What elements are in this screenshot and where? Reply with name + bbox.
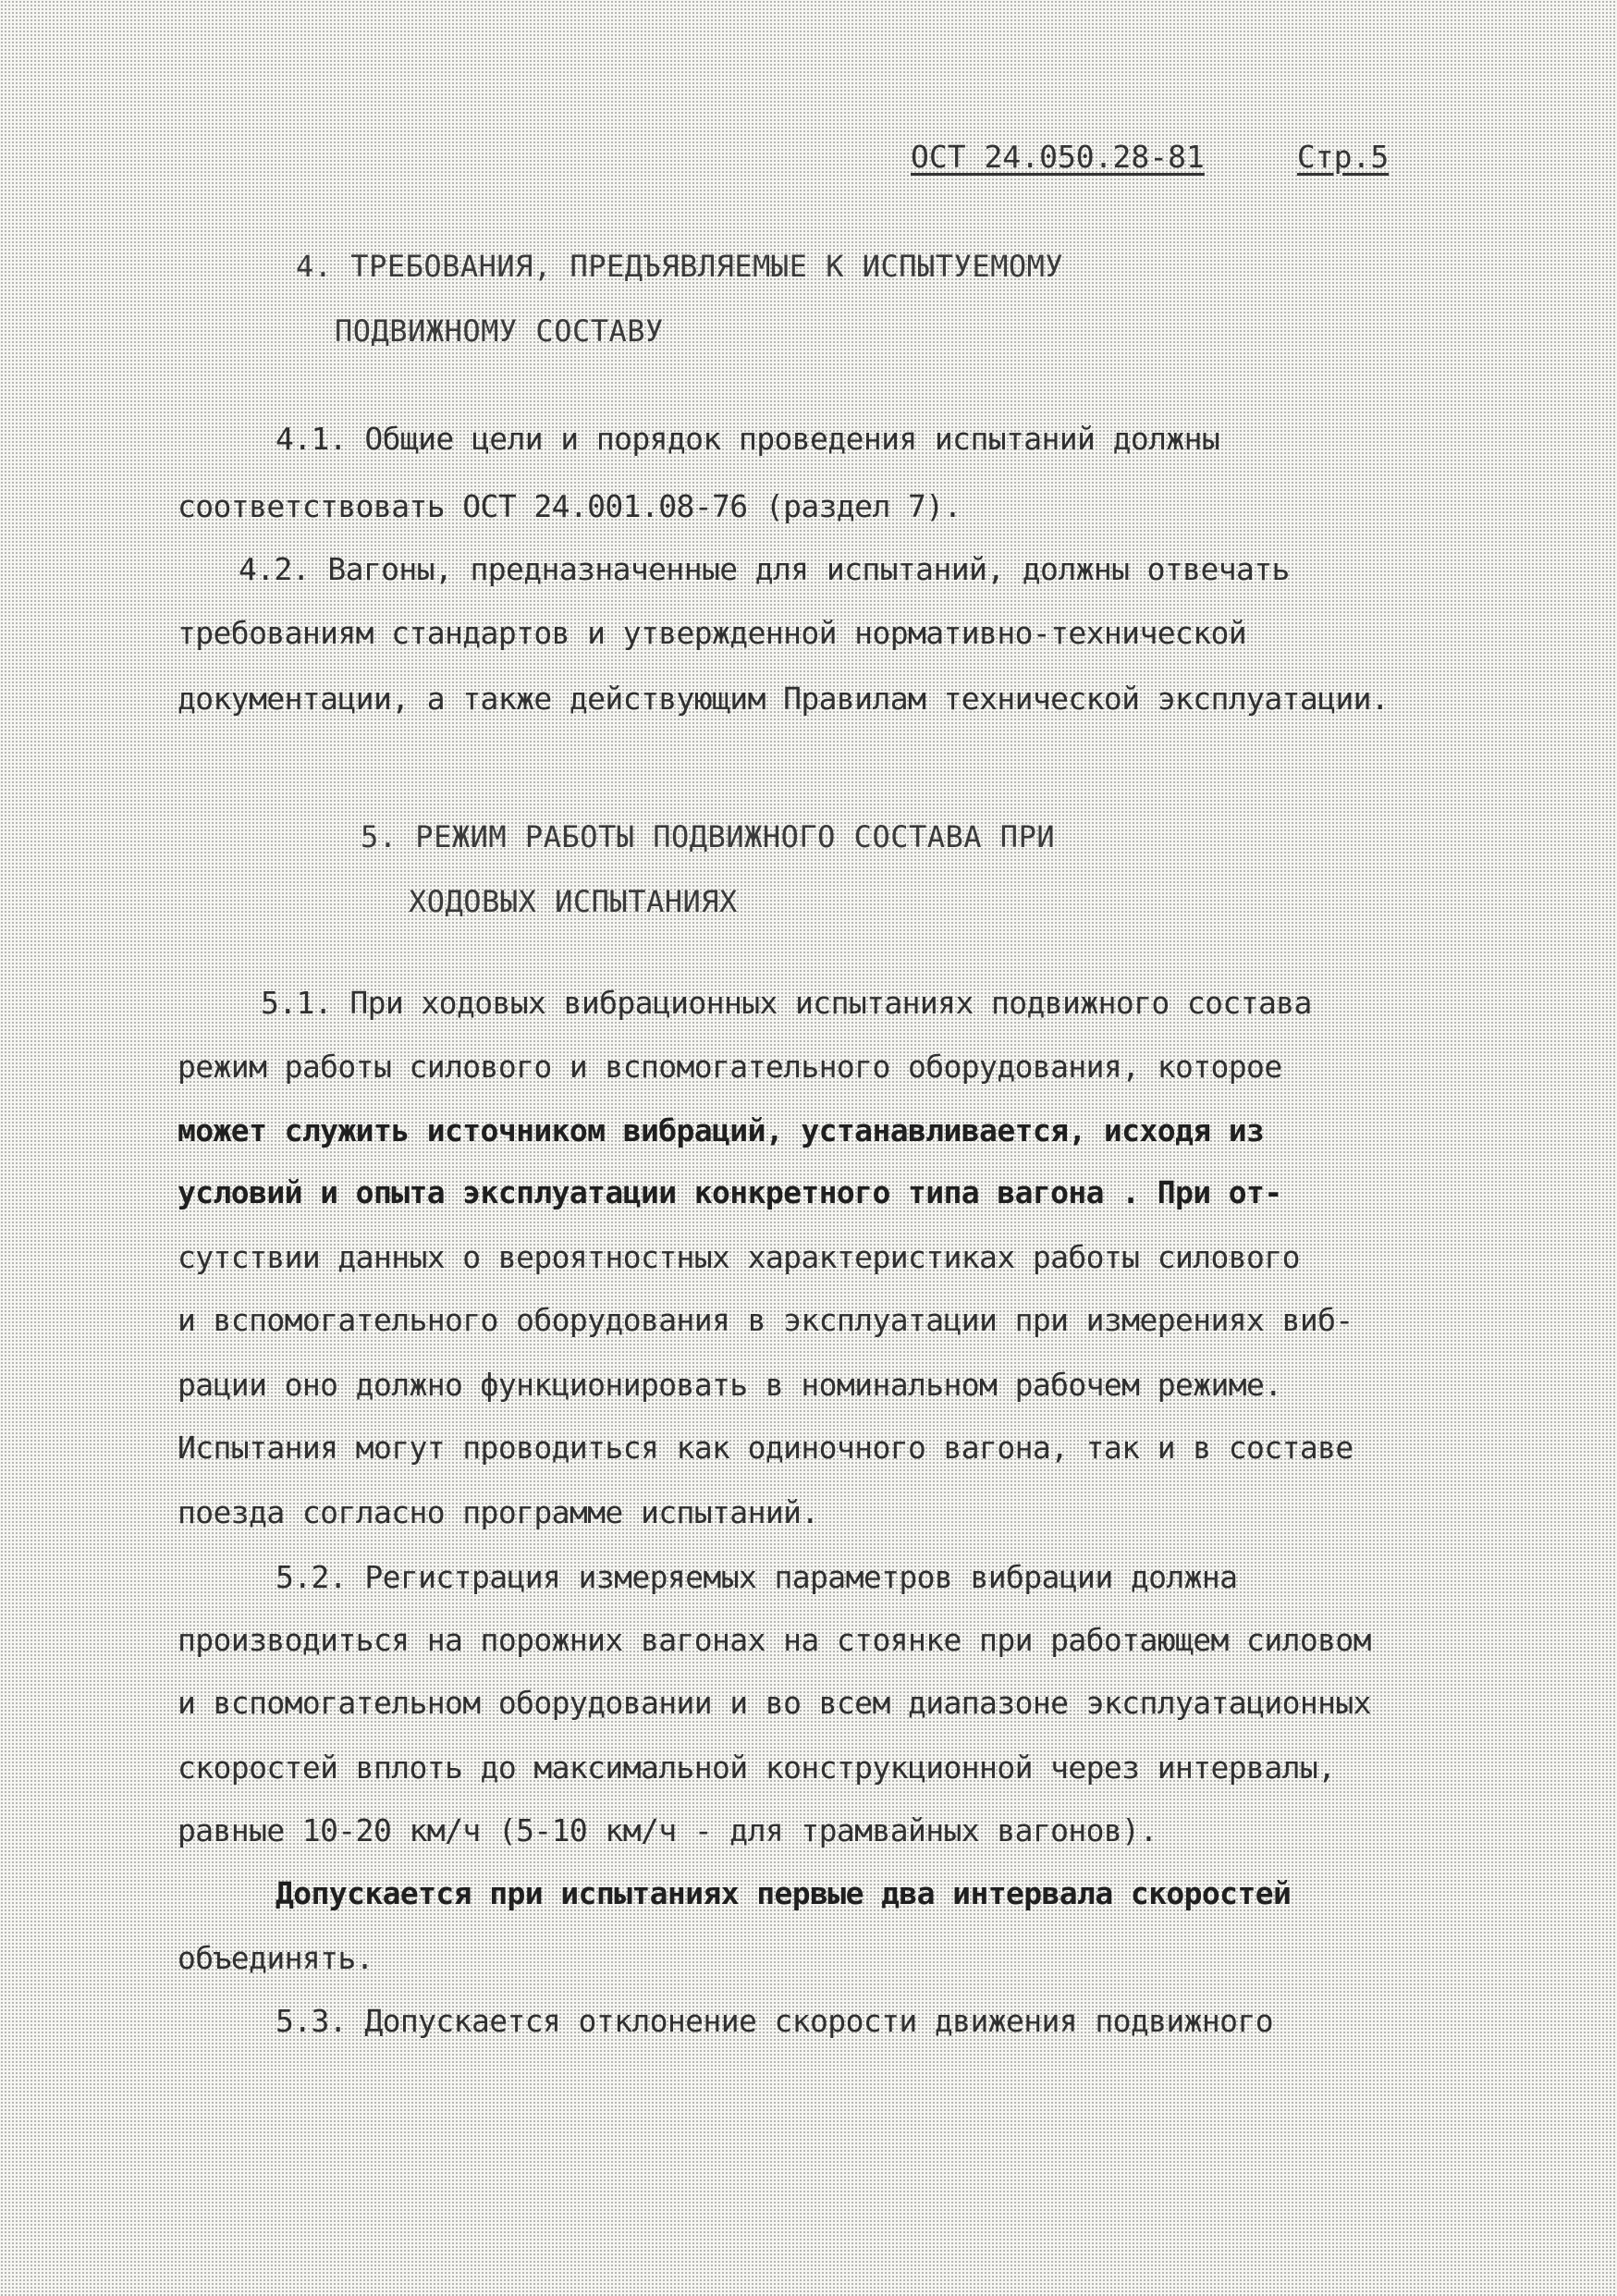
paragraph-5-1-line-4: условий и опыта эксплуатации конкретного типа вагона . При от-	[178, 1174, 1282, 1210]
page-number: Стр.5	[1296, 139, 1390, 175]
document-code: ОСТ 24.050.28-81	[911, 139, 1205, 175]
paragraph-4-2-line-1: 4.2. Вагоны, предназначенные для испытаний, должны отвечать	[239, 551, 1290, 587]
paragraph-5-2-line-1: 5.2. Регистрация измеряемых параметров вибрации должна	[276, 1559, 1238, 1595]
paragraph-5-1-line-7: рации оно должно функционировать в номинальном рабочем режиме.	[178, 1367, 1282, 1403]
page-header	[911, 139, 1389, 175]
paragraph-allowance-line-2: объединять.	[178, 1940, 374, 1976]
paragraph-4-1-line-1: 4.1. Общие цели и порядок проведения испытаний должны	[276, 421, 1220, 457]
paragraph-5-2-line-2: производиться на порожних вагонах на стоянке при работающем силовом	[178, 1622, 1371, 1658]
paragraph-5-1-line-2: режим работы силового и вспомогательного оборудования, которое	[178, 1049, 1282, 1085]
paragraph-5-1-line-6: и вспомогательного оборудования в эксплуатации при измерениях виб-	[178, 1302, 1354, 1338]
paragraph-4-2-line-3: документации, а также действующим Правилам технической эксплуатации.	[178, 681, 1390, 717]
paragraph-5-2-line-3: и вспомогательном оборудовании и во всем диапазоне эксплуатационных	[178, 1685, 1371, 1721]
paragraph-5-1-line-3: может служить источником вибраций, устанавливается, исходя из	[178, 1112, 1265, 1148]
paragraph-5-1-line-1: 5.1. При ходовых вибрационных испытаниях подвижного состава	[261, 985, 1312, 1021]
paragraph-4-1-line-2: соответствовать ОСТ 24.001.08-76 (раздел 7).	[178, 488, 962, 524]
paragraph-5-1-line-9: поезда согласно программе испытаний.	[178, 1494, 819, 1530]
paragraph-5-1-line-8: Испытания могут проводиться как одиночного вагона, так и в составе	[178, 1430, 1354, 1466]
section-4-heading-line-2: ПОДВИЖНОМУ СОСТАВУ	[335, 313, 664, 349]
section-5-heading-line-2: ХОДОВЫХ ИСПЫТАНИЯХ	[409, 884, 738, 919]
paragraph-4-2-line-2: требованиям стандартов и утвержденной нормативно-технической	[178, 615, 1247, 651]
paragraph-5-3-line-1: 5.3. Допускается отклонение скорости движения подвижного	[276, 2003, 1273, 2039]
paragraph-5-2-line-4: скоростей вплоть до максимальной конструкционной через интервалы,	[178, 1750, 1336, 1786]
paragraph-5-1-line-5: сутствии данных о вероятностных характеристиках работы силового	[178, 1239, 1300, 1275]
paragraph-5-2-line-5: равные 10-20 км/ч (5-10 км/ч - для трамвайных вагонов).	[178, 1812, 1158, 1848]
section-4-heading-line-1: 4. ТРЕБОВАНИЯ, ПРЕДЪЯВЛЯЕМЫЕ К ИСПЫТУЕМОМУ	[296, 249, 1064, 284]
section-5-heading-line-1: 5. РЕЖИМ РАБОТЫ ПОДВИЖНОГО СОСТАВА ПРИ	[361, 819, 1056, 854]
paragraph-allowance-line-1: Допускается при испытаниях первые два интервала скоростей	[276, 1875, 1292, 1911]
